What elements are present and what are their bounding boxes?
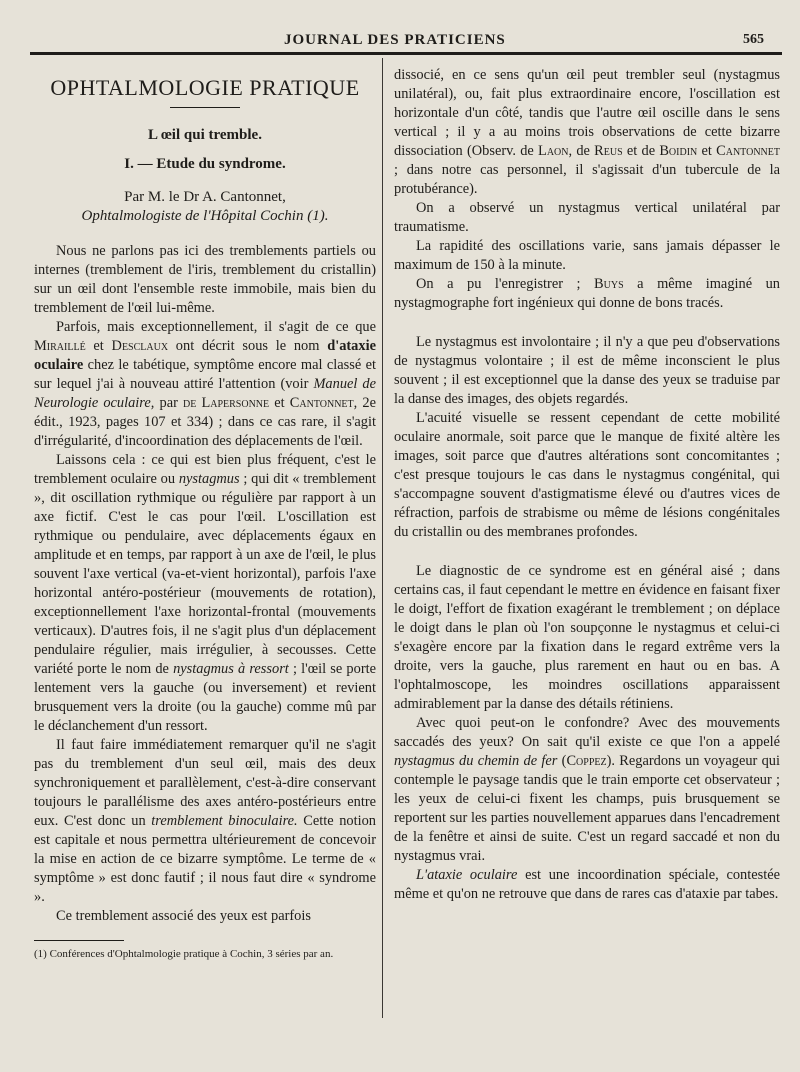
author-name: Cantonnet bbox=[716, 143, 780, 159]
term: nystagmus bbox=[178, 471, 240, 487]
text: a même imaginé un nystagmographe fort ingénieux qui donne de bons tracés. bbox=[394, 276, 780, 311]
text: On a observé un nystagmus vertical unilatéral par traumatisme. bbox=[394, 200, 780, 235]
paragraph bbox=[34, 736, 376, 907]
text: Cette notion est capitale et nous permettra ultérieurement de concevoir la mise en action de ce bizarre symptôme. Le terme de « symptôme » est donc fautif ; il nous faut dire « syndrome ». bbox=[34, 813, 376, 905]
text: , de bbox=[568, 143, 590, 159]
running-head bbox=[0, 28, 800, 52]
paragraph bbox=[394, 409, 780, 542]
paragraph bbox=[394, 333, 780, 409]
text: ; qui dit « tremblement », dit oscillation rythmique ou régulière par rapport à un axe fictif. C'est le cas pour l'œil. L'oscillation est rythmique ou pendulaire, avec déplacements égaux en amplitude et en temps, par rapport à un axe de l'œil, le plus souvent l'axe vertical (va-et-vient horizontal), parfois l'axe horizontal antéro-postérieur (mouvements de rotation), exceptionnellement l'axe horizontal-frontal (mouvements verticaux). D'autres fois, il ne s'agit plus d'un déplacement pendulaire régulier, mais irrégulier, à secousses. Cette variété porte le nom de bbox=[34, 471, 376, 677]
column-divider bbox=[382, 58, 383, 1018]
paragraph bbox=[34, 242, 376, 318]
text: Ce tremblement associé des yeux est parfois bbox=[56, 908, 311, 924]
paragraph bbox=[394, 275, 780, 313]
author-name: Miraillé bbox=[34, 338, 86, 354]
text: Laissons cela : ce qui est bien plus fréquent, c'est le tremblement oculaire ou bbox=[34, 452, 376, 487]
paragraph bbox=[34, 318, 376, 451]
author-name: de Lapersonne bbox=[183, 395, 270, 411]
author-byline: Par M. le Dr A. Cantonnet, bbox=[124, 189, 286, 205]
text: Il faut faire immédiatement remarquer qu'il ne s'agit pas du tremblement d'un seul œil, mais des deux synchroniquement et parallèlement, c'est-à-dire conservant toujours le parallélisme des axes antéro-postérieurs entre eux. C'est donc un bbox=[34, 737, 376, 829]
term: L'ataxie oculaire bbox=[416, 867, 518, 883]
footnote-rule bbox=[34, 940, 124, 941]
text: et bbox=[274, 395, 285, 411]
right-column bbox=[394, 66, 780, 904]
paragraph bbox=[394, 199, 780, 237]
author-name: Cantonnet bbox=[289, 395, 354, 411]
book-title: Manuel de Neurologie oculaire, bbox=[34, 376, 376, 411]
rubric-rule bbox=[170, 107, 240, 108]
text: , 2e édit., 1923, pages 107 et 334) ; dans ce cas rare, il s'agit d'irrégularité, d'incoordination des déplacements de l'œil. bbox=[34, 395, 376, 449]
author-name: Coppez bbox=[566, 753, 607, 769]
text: ( bbox=[561, 753, 567, 769]
paragraph bbox=[34, 907, 376, 926]
text: ; l'œil se porte lentement vers la gauche (ou inversement) et revient brusquement vers la droite (ou la gauche) comme mû par le déclanchement d'un ressort. bbox=[34, 661, 376, 734]
paragraph bbox=[394, 237, 780, 275]
term: d'ataxie oculaire bbox=[34, 338, 376, 373]
text: et de bbox=[626, 143, 656, 159]
text: dissocié, en ce sens qu'un œil peut trembler seul (nystagmus unilatéral), ou, fait plus extraordinaire encore, l'oscillation est horizontale d'un côté, tandis que l'autre œil oscille dans le sens vertical ; il y a au moins trois observations de cette bizarre dissociation (Observ. de bbox=[394, 67, 780, 159]
text: Avec quoi peut-on le confondre? Avec des mouvements saccadés des yeux? On sait qu'il existe ce que l'on a appelé bbox=[394, 715, 780, 750]
author-name: Laon bbox=[538, 143, 569, 159]
author-affiliation: Ophtalmologiste de l'Hôpital Cochin (1). bbox=[81, 208, 329, 224]
text: Nous ne parlons pas ici des tremblements partiels ou internes (tremblement de l'iris, tremblement du cristallin) sur un œil dont l'ensemble reste immobile, mais bien du tremblement de l'œil lui-même. bbox=[34, 243, 376, 316]
text: Le diagnostic de ce syndrome est en général aisé ; dans certains cas, il faut cependant le mettre en évidence en faisant fixer le doigt, l'effort de fixation exagérant le tremblement ; on déplace le doigt dans le plan où l'on soupçonne le nystagmus et celui-ci s'exagère encore par la fixation dans le regard extrême vers la droite, vers la gauche, plus rarement en haut ou en bas. A l'ophtalmoscope, les moindres oscillations apparaissent admirablement par la danse des détails rétiniens. bbox=[394, 563, 780, 712]
article-title: L œil qui tremble. bbox=[148, 127, 262, 143]
text: Le nystagmus est involontaire ; il n'y a que peu d'observations de nystagmus volontaire ; il est de même inconscient le plus souvent ; il est exceptionnel que la danse des yeux se traduise par la danse des images, des objets regardés. bbox=[394, 334, 780, 407]
paragraph bbox=[394, 866, 780, 904]
text: et bbox=[701, 143, 712, 159]
term: nystagmus du chemin de fer bbox=[394, 753, 558, 769]
section-rubric: OPHTALMOLOGIE PRATIQUE bbox=[50, 75, 360, 100]
article-subtitle: I. — Etude du syndrome. bbox=[124, 156, 286, 172]
text: ont décrit sous le nom bbox=[175, 338, 320, 354]
footnote: (1) Conférences d'Ophtalmologie pratique à Cochin, 3 séries par an. bbox=[34, 948, 334, 960]
left-column bbox=[34, 66, 376, 961]
term: tremblement binoculaire. bbox=[151, 813, 298, 829]
paragraph bbox=[34, 451, 376, 736]
paragraph bbox=[394, 562, 780, 714]
author-name: Boidin bbox=[659, 143, 698, 159]
text: Parfois, mais exceptionnellement, il s'agit de ce que bbox=[56, 319, 376, 335]
text: La rapidité des oscillations varie, sans jamais dépasser le maximum de 150 à la minute. bbox=[394, 238, 780, 273]
author-name: Buys bbox=[594, 276, 624, 292]
author-name: Desclaux bbox=[111, 338, 169, 354]
term: nystagmus à ressort bbox=[173, 661, 289, 677]
text: ; dans notre cas personnel, il s'agissait d'un tubercule de la protubérance). bbox=[394, 162, 780, 197]
paragraph bbox=[394, 714, 780, 866]
text: chez le tabétique, symptôme encore mal classé et sur lequel j'ai à nouveau attiré l'attention (voir bbox=[34, 357, 376, 392]
text: ). Regardons un voyageur qui contemple le paysage tandis que le train emporte cet observateur ; les yeux de celui-ci fixent les champs, puis brusquement se reportent sur les parties nouvellement apparues dans l'encadrement de la fenêtre et ainsi de suite. C'est un regard saccadé et non du nystagmus vrai. bbox=[394, 753, 780, 864]
paragraph bbox=[394, 66, 780, 199]
text: L'acuité visuelle se ressent cependant de cette mobilité oculaire anormale, soit parce que le manque de fixité altère les images, soit parce que d'autres altérations sont concomitantes ; c'est presque toujours le cas dans le nystagmus congénital, qui s'accompagne souvent d'astigmatisme élevé ou d'autres vices de réfraction, parfois de strabisme ou même de lésions congénitales du cristallin ou des membranes profondes. bbox=[394, 410, 780, 540]
author-name: Reus bbox=[594, 143, 623, 159]
page-number: 565 bbox=[743, 32, 764, 47]
text: par bbox=[159, 395, 178, 411]
text: est une incoordination spéciale, contestée même et qu'on ne retrouve que dans de rares cas d'ataxie par tabes. bbox=[394, 867, 780, 902]
text: On a pu l'enregistrer ; bbox=[416, 276, 581, 292]
header-rule bbox=[30, 52, 782, 55]
journal-title: JOURNAL DES PRATICIENS bbox=[284, 32, 506, 48]
text: et bbox=[93, 338, 104, 354]
